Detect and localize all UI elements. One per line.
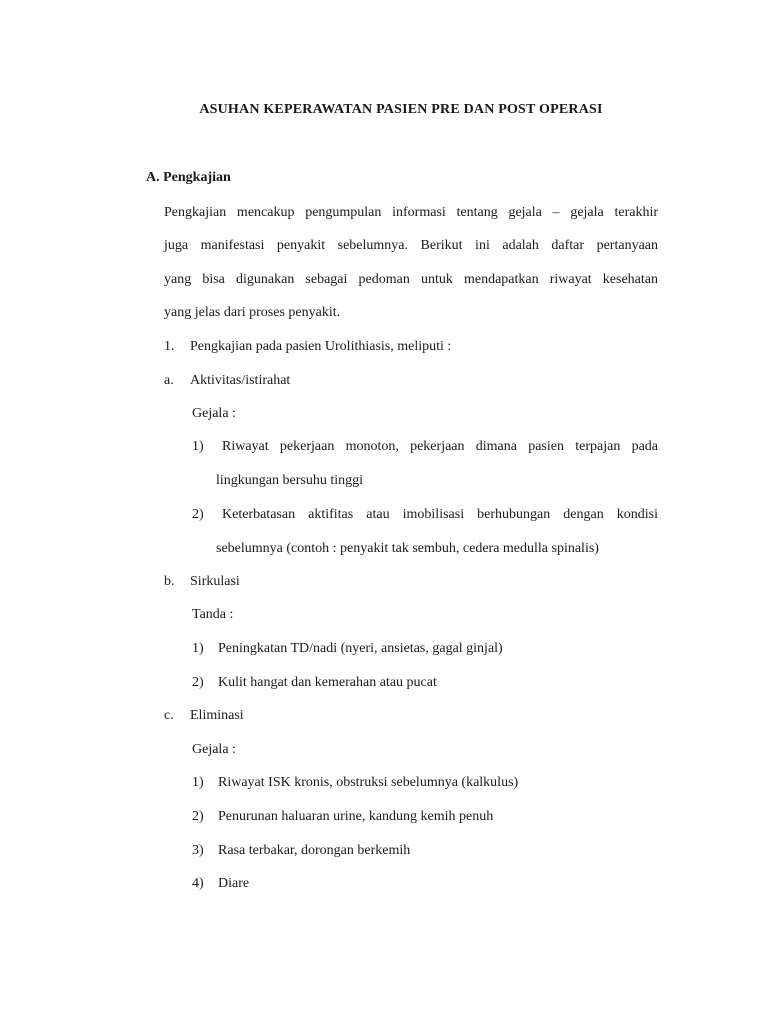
- subsection-label: Gejala :: [192, 742, 236, 757]
- list-marker: 1.: [164, 339, 175, 354]
- subsection-marker: c.: [164, 708, 174, 723]
- subsection-label: Gejala :: [192, 406, 236, 421]
- list-item-text: Kulit hangat dan kemerahan atau pucat: [218, 675, 437, 690]
- subsection-marker: a.: [164, 373, 174, 388]
- list-item-text: Riwayat ISK kronis, obstruksi sebelumnya (kalkulus): [218, 775, 519, 790]
- list-item-text: Peningkatan TD/nadi (nyeri, ansietas, gagal ginjal): [218, 641, 503, 656]
- list-item-text: Diare: [218, 876, 250, 891]
- paragraph-line: yang bisa digunakan sebagai pedoman untuk mendapatkan riwayat kesehatan: [164, 272, 658, 287]
- subsection-title: Sirkulasi: [190, 574, 240, 589]
- list-item-text: Pengkajian pada pasien Urolithiasis, meliputi :: [190, 339, 452, 354]
- list-marker: 2): [192, 675, 204, 690]
- subsection-title: Aktivitas/istirahat: [190, 373, 291, 388]
- document-title: ASUHAN KEPERAWATAN PASIEN PRE DAN POST OPERASI: [199, 102, 603, 117]
- list-item-text-continued: lingkungan bersuhu tinggi: [216, 473, 363, 488]
- subsection-title: Eliminasi: [190, 708, 244, 723]
- list-marker: 2): [192, 809, 204, 824]
- list-marker: 1): [192, 439, 204, 454]
- subsection-marker: b.: [164, 574, 175, 589]
- paragraph-line: yang jelas dari proses penyakit.: [164, 305, 341, 320]
- list-marker: 2): [192, 507, 204, 522]
- section-heading-pengkajian: A. Pengkajian: [146, 170, 231, 185]
- list-marker: 1): [192, 641, 204, 656]
- subsection-label: Tanda :: [192, 607, 234, 622]
- list-marker: 3): [192, 843, 204, 858]
- list-item-text-continued: sebelumnya (contoh : penyakit tak sembuh, cedera medulla spinalis): [216, 541, 599, 556]
- paragraph-line: Pengkajian mencakup pengumpulan informasi tentang gejala – gejala terakhir: [164, 205, 658, 220]
- list-marker: 4): [192, 876, 204, 891]
- list-item-text: Keterbatasan aktifitas atau imobilisasi berhubungan dengan kondisi: [222, 507, 658, 522]
- list-marker: 1): [192, 775, 204, 790]
- list-item-text: Rasa terbakar, dorongan berkemih: [218, 843, 411, 858]
- paragraph-line: juga manifestasi penyakit sebelumnya. Berikut ini adalah daftar pertanyaan: [164, 238, 658, 253]
- list-item-text: Riwayat pekerjaan monoton, pekerjaan dimana pasien terpajan pada: [222, 439, 658, 454]
- list-item-text: Penurunan haluaran urine, kandung kemih penuh: [218, 809, 494, 824]
